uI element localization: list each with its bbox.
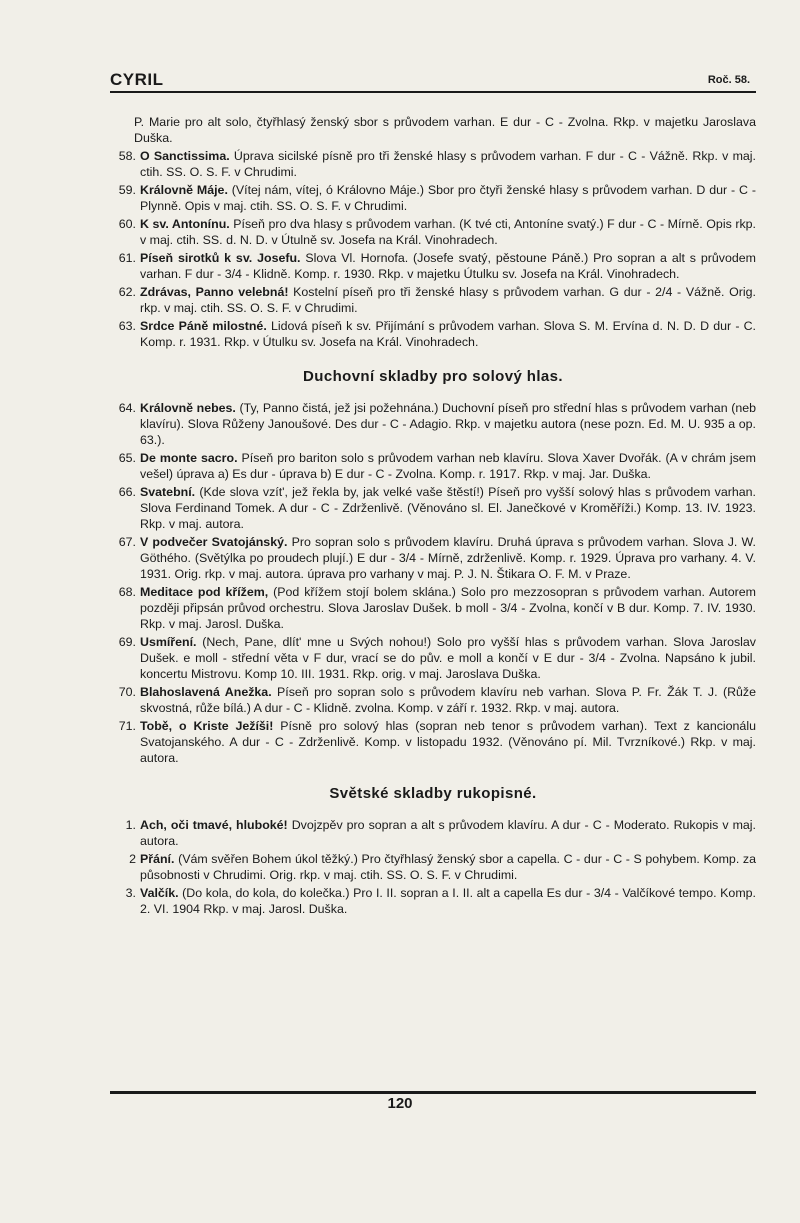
entry-text: (Ty, Panno čistá, jež jsi požehnána.) Duchovní píseň pro střední hlas s průvodem varhan (neb klavíru). Slova Růženy Janoušové. Des dur - C - Adagio. Rkp. v majetku autora (nese pozn. Ed. M. U. 935 a op. 63.). (140, 401, 756, 447)
entry-text: Píseň pro sopran solo s průvodem klavíru neb varhan. Slova P. Fr. Žák T. J. (Růže skvostná, růže bílá.) A dur - C - Klidně. zvolna. Komp. v září r. 1932. Rkp. v maj. autora. (140, 685, 757, 715)
entry-text: (Vám svěřen Bohem úkol těžký.) Pro čtyřhlasý ženský sbor a capella. C - dur - C - S pohybem. Komp. za působnosti v Chrudimi. Orig. rkp. v maj. ctih. SS. O. S. F. v Chrudimi. (140, 852, 756, 882)
list-item (110, 817, 756, 849)
entry-number: 58. (118, 149, 136, 163)
entry-text: Dvojzpěv pro sopran a alt s průvodem klavíru. A dur - C - Moderato. Rukopis v maj. autora. (140, 818, 756, 848)
entry-number: 61. (118, 251, 136, 265)
list-item (110, 851, 756, 883)
entry-title: De monte sacro. (140, 451, 238, 465)
header-rule (110, 91, 756, 93)
footer-rule (110, 1091, 756, 1094)
entry-text: (Nech, Pane, dlít' mne u Svých nohou!) Solo pro vyšší hlas s průvodem varhan. Slova Jaroslav Dušek. e moll - střední věta v F dur, vrací se do pův. e moll a končí v E dur - 3/4 - Zvolna. Napsáno k jubil. koncertu Mistrovu. Komp 10. III. 1931. Rkp. orig. v maj. Jaroslava Duška. (140, 635, 756, 681)
entry-number: 69. (118, 635, 136, 649)
entry-text: (Pod křížem stojí bolem sklána.) Solo pro mezzosopran s průvodem varhan. Autorem později připsán průvod orchestru. Slova Jaroslav Dušek. b moll - 3/4 - Zvolna, končí v B dur. Komp. 7. IV. 1930. Rkp. v maj. Jarosl. Duška. (140, 585, 756, 631)
entry-text: Píseň pro bariton solo s průvodem varhan neb klavíru. Slova Xaver Dvořák. (A v chrám jsem vešel) úprava a) Es dur - úprava b) E dur - C - Zvolna. Komp. r. 1917. Rkp. v maj. Jar. Duška. (140, 451, 756, 481)
list-item (110, 534, 756, 582)
list-item (110, 718, 756, 766)
entry-title: Přání. (140, 852, 175, 866)
entry-title: K sv. Antonínu. (140, 217, 230, 231)
entry-text: (Vítej nám, vítej, ó Královno Máje.) Sbor pro čtyři ženské hlasy s průvodem varhan. D dur - C - Plynně. Opis v maj. ctih. SS. O. S. F. v Chrudimi. (140, 183, 756, 213)
entry-text: Slova Vl. Hornofa. (Josefe svatý, pěstoune Páně.) Pro sopran a alt s průvodem varhan. F dur - 3/4 - Klidně. Komp. r. 1930. Rkp. v majetku Útulku sv. Josefa na Král. Vinohradech. (140, 251, 756, 281)
entry-number: 71. (118, 719, 136, 733)
entry-title: Tobě, o Kriste Ježíši! (140, 719, 274, 733)
page-number: 120 (387, 1095, 413, 1112)
entry-number: 60. (118, 217, 136, 231)
entry-title: O Sanctissima. (140, 149, 230, 163)
entry-title: Blahoslavená Anežka. (140, 685, 272, 699)
entry-text: (Do kola, do kola, do kolečka.) Pro I. II. sopran a I. II. alt a capella Es dur - 3/4 - Valčíkové tempo. Komp. 2. VI. 1904 Rkp. v maj. Jarosl. Duška. (140, 886, 756, 916)
entry-title: V podvečer Svatojánský. (140, 535, 288, 549)
list-item (110, 684, 756, 716)
header-volume: Roč. 58. (707, 74, 750, 86)
entry-title: Královně Máje. (140, 183, 228, 197)
entry-number: 2 (129, 852, 136, 866)
entry-text: Písně pro solový hlas (sopran neb tenor s průvodem varhan). Text z kancionálu Svatojanského. A dur - C - Zdrženlivě. Komp. v listopadu 1932. (Věnováno pí. Mil. Tvrzníkové.) Rkp. v maj. autora. (140, 719, 756, 765)
continued-entry-text: P. Marie pro alt solo, čtyřhlasý ženský sbor s průvodem varhan. E dur - C - Zvolna. Rkp. v majetku Jaroslava Duška. (134, 115, 756, 145)
list-item (110, 400, 756, 448)
entry-text: Lidová píseň k sv. Přijímání s průvodem varhan. Slova S. M. Ervína d. N. D. D dur - C. Komp. r. 1931. Rkp. v Útulku sv. Josefa na Král. Vinohradech. (140, 319, 756, 349)
entry-title: Svatební. (140, 485, 196, 499)
entry-list-part-2 (110, 400, 756, 766)
entry-list-part-3 (110, 817, 756, 917)
entry-number: 67. (118, 535, 136, 549)
entry-title: Srdce Páně milostné. (140, 319, 267, 333)
entry-number: 59. (118, 183, 136, 197)
list-item (110, 182, 756, 214)
entry-number: 65. (118, 451, 136, 465)
entry-title: Ach, oči tmavé, hluboké! (140, 818, 288, 832)
list-item (110, 318, 756, 350)
list-item (110, 484, 756, 532)
list-item (110, 634, 756, 682)
entry-number: 64. (118, 401, 136, 415)
entry-title: Píseň sirotků k sv. Josefu. (140, 251, 301, 265)
section-heading-sacred-solo: Duchovní skladby pro solový hlas. (303, 368, 563, 385)
entry-title: Usmíření. (140, 635, 197, 649)
entry-text: Pro sopran solo s průvodem klavíru. Druhá úprava s průvodem varhan. Slova J. W. Göthého. (Světýlka po proudech plují.) E dur - 3/4 - Mírně, zdrženlivě. Komp. r. 1929. Úprava pro varhany. 4. V. 1931. Orig. rkp. v maj. autora. úprava pro varhany v maj. P. J. N. Štikara O. F. M. v Praze. (140, 535, 756, 581)
entry-list-part-1 (110, 148, 756, 350)
entry-title: Valčík. (140, 886, 179, 900)
list-item (110, 250, 756, 282)
page-content (110, 114, 756, 919)
header-title: CYRIL (110, 70, 164, 89)
entry-title: Meditace pod křížem, (140, 585, 269, 599)
list-item (110, 216, 756, 248)
list-item (110, 284, 756, 316)
entry-number: 62. (118, 285, 136, 299)
entry-title: Zdrávas, Panno velebná! (140, 285, 289, 299)
entry-text: Píseň pro dva hlasy s průvodem varhan. (K tvé cti, Antoníne svatý.) F dur - C - Mírně. Opis rkp. v maj. ctih. SS. d. N. D. v Útulně sv. Josefa na Král. Vinohradech. (140, 217, 756, 247)
entry-title: Královně nebes. (140, 401, 236, 415)
entry-number: 70. (118, 685, 136, 699)
entry-number: 3. (125, 886, 136, 900)
entry-number: 1. (125, 818, 136, 832)
entry-number: 66. (118, 485, 136, 499)
section-heading-secular-manuscripts: Světské skladby rukopisné. (329, 785, 537, 802)
entry-number: 63. (118, 319, 136, 333)
list-item (110, 450, 756, 482)
list-item (110, 148, 756, 180)
list-item (110, 584, 756, 632)
entry-text: Kostelní píseň pro tři ženské hlasy s průvodem varhan. G dur - 2/4 - Vážně. Orig. rkp. v maj. ctih. SS. O. S. F. v Chrudimi. (140, 285, 756, 315)
entry-text: (Kde slova vzít', jež řekla by, jak velké vaše štěstí!) Píseň pro vyšší solový hlas s průvodem varhan. Slova Ferdinand Tomek. A dur - C - Zdrženlivě. (Věnováno sl. El. Janečkové v Kroměříži.) Komp. 13. IV. 1923. Rkp. v maj. autora. (140, 485, 756, 531)
entry-number: 68. (118, 585, 136, 599)
entry-text: Úprava sicilské písně pro tři ženské hlasy s průvodem varhan. F dur - C - Vážně. Rkp. v maj. ctih. SS. O. S. F. v Chrudimi. (140, 149, 756, 179)
running-header (110, 66, 756, 94)
list-item (110, 885, 756, 917)
